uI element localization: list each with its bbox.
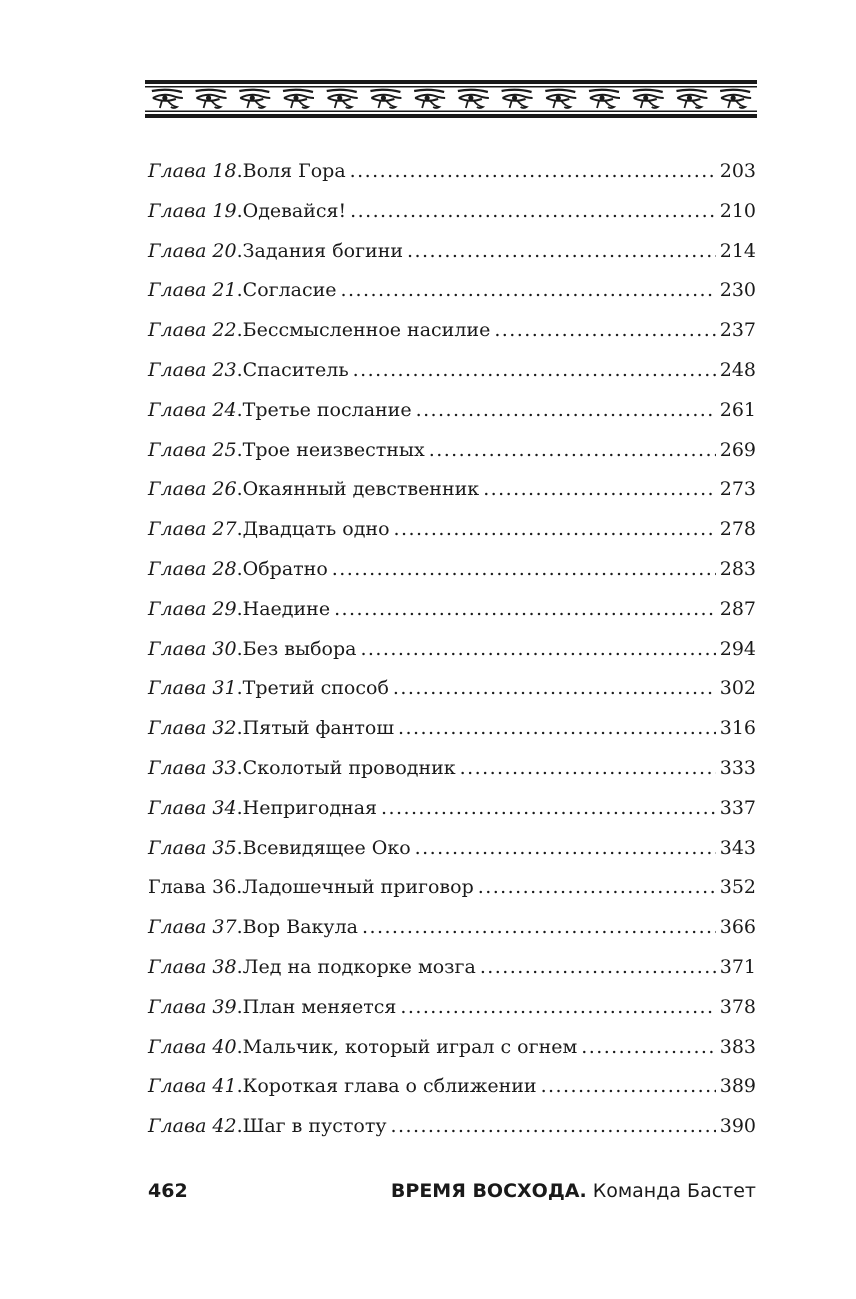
toc-leader-dots xyxy=(460,749,716,789)
toc-chapter-title: Короткая глава о сближении xyxy=(242,1075,537,1098)
toc-page-number: 389 xyxy=(719,1075,756,1098)
toc-entry xyxy=(148,868,756,908)
toc-entry xyxy=(148,510,756,550)
toc-leader-dots xyxy=(393,669,716,709)
toc-chapter-title: Шаг в пустоту xyxy=(242,1115,387,1138)
toc-separator: . xyxy=(236,199,243,222)
toc-page-number: 371 xyxy=(719,955,756,978)
toc-entry xyxy=(148,908,756,948)
toc-separator: . xyxy=(236,1115,243,1138)
toc-entry xyxy=(148,1107,756,1147)
toc-entry xyxy=(148,152,756,192)
toc-chapter-number: Глава 40 xyxy=(148,1035,237,1058)
toc-leader-dots xyxy=(341,271,716,311)
toc-separator: . xyxy=(236,1035,243,1058)
toc-separator: . xyxy=(236,239,243,262)
toc-chapter-number: Глава 29 xyxy=(148,597,237,620)
toc-entry xyxy=(148,470,756,510)
toc-chapter-number: Глава 32 xyxy=(148,717,237,740)
toc-leader-dots xyxy=(478,868,716,908)
toc-page-number: 352 xyxy=(719,876,756,899)
toc-chapter-number: Глава 42 xyxy=(148,1115,237,1138)
toc-page-number: 378 xyxy=(719,995,756,1018)
toc-page-number: 390 xyxy=(719,1115,756,1138)
toc-page-number: 366 xyxy=(719,916,756,939)
toc-separator: . xyxy=(236,398,243,421)
toc-leader-dots xyxy=(494,311,715,351)
running-title xyxy=(391,1180,756,1202)
toc-chapter-number: Глава 20 xyxy=(148,239,237,262)
eye-of-horus-icon xyxy=(545,90,576,108)
toc-entry xyxy=(148,232,756,272)
eye-of-horus-icon xyxy=(502,90,533,108)
toc-page-number: 383 xyxy=(719,1035,756,1058)
toc-separator: . xyxy=(236,279,243,302)
toc-page-number: 333 xyxy=(719,756,756,779)
toc-leader-dots xyxy=(360,630,715,670)
toc-page-number: 302 xyxy=(719,677,756,700)
toc-separator: . xyxy=(236,717,243,740)
toc-leader-dots xyxy=(362,908,716,948)
toc-chapter-number: Глава 23 xyxy=(148,358,237,381)
page-footer xyxy=(148,1180,756,1202)
toc-chapter-number: Глава 18 xyxy=(148,160,237,182)
toc-page-number: 273 xyxy=(719,478,756,501)
eye-of-horus-icon xyxy=(720,90,751,108)
eye-of-horus-icon xyxy=(676,90,707,108)
decorative-border xyxy=(145,80,757,118)
toc-separator: . xyxy=(236,1075,243,1098)
toc-leader-dots xyxy=(400,988,715,1028)
toc-page-number: 248 xyxy=(719,358,756,381)
toc-chapter-number: Глава 21 xyxy=(148,279,237,302)
toc-chapter-title: Пятый фантош xyxy=(242,717,395,740)
toc-chapter-number: Глава 22 xyxy=(148,319,237,342)
toc-chapter-title: Согласие xyxy=(242,279,337,302)
toc-leader-dots xyxy=(581,1028,715,1068)
toc-chapter-title: Обратно xyxy=(242,557,328,580)
toc-page-number: 294 xyxy=(719,637,756,660)
toc-chapter-title: Третье послание xyxy=(242,398,412,421)
eye-of-horus-icon xyxy=(458,90,489,108)
toc-entry xyxy=(148,311,756,351)
toc-separator: . xyxy=(236,597,243,620)
toc-chapter-number: Глава 33 xyxy=(148,756,237,779)
toc-separator: . xyxy=(236,438,243,461)
toc-chapter-title: Непригодная xyxy=(242,796,378,819)
toc-chapter-number: Глава 28 xyxy=(148,557,237,580)
toc-leader-dots xyxy=(394,510,716,550)
eye-of-horus-icon xyxy=(239,90,270,108)
toc-chapter-number: Глава 27 xyxy=(148,518,237,541)
eye-of-horus-icon xyxy=(633,90,664,108)
toc-leader-dots xyxy=(416,391,716,431)
toc-chapter-title: Двадцать одно xyxy=(242,518,390,541)
toc-entry xyxy=(148,709,756,749)
book-title: Команда Бастет xyxy=(592,1180,756,1202)
toc-chapter-title: Спаситель xyxy=(242,358,349,381)
toc-entry xyxy=(148,988,756,1028)
toc-chapter-number: Глава 35 xyxy=(148,836,237,859)
toc-entry xyxy=(148,431,756,471)
toc-chapter-title: План меняется xyxy=(242,995,397,1018)
toc-entry xyxy=(148,1067,756,1107)
toc-chapter-number: Глава 25 xyxy=(148,438,237,461)
toc-entry xyxy=(148,271,756,311)
toc-separator: . xyxy=(236,995,243,1018)
toc-chapter-number: Глава 30 xyxy=(148,637,237,660)
toc-chapter-title: Воля Гора xyxy=(242,160,346,182)
toc-chapter-number: Глава 38 xyxy=(148,955,237,978)
toc-chapter-number: Глава 36 xyxy=(148,876,237,899)
page-number: 462 xyxy=(148,1180,188,1202)
toc-separator: . xyxy=(236,557,243,580)
toc-page-number: 283 xyxy=(719,557,756,580)
toc-chapter-title: Бессмысленное насилие xyxy=(242,319,491,342)
toc-leader-dots xyxy=(381,789,716,829)
toc-leader-dots xyxy=(483,470,716,510)
toc-separator: . xyxy=(236,916,243,939)
toc-chapter-number: Глава 26 xyxy=(148,478,237,501)
eye-of-horus-icon xyxy=(414,90,445,108)
toc-leader-dots xyxy=(353,351,716,391)
toc-chapter-title: Сколотый проводник xyxy=(242,756,456,779)
toc-chapter-title: Наедине xyxy=(242,597,331,620)
toc-entry xyxy=(148,948,756,988)
toc-leader-dots xyxy=(415,829,716,869)
toc-separator: . xyxy=(236,677,243,700)
toc-page-number: 269 xyxy=(719,438,756,461)
toc-chapter-title: Всевидящее Око xyxy=(242,836,411,859)
toc-separator: . xyxy=(236,518,243,541)
toc-leader-dots xyxy=(480,948,716,988)
toc-page-number: 214 xyxy=(719,239,756,262)
toc-chapter-title: Мальчик, который играл с огнем xyxy=(242,1035,578,1058)
toc-chapter-number: Глава 19 xyxy=(148,199,237,222)
eye-of-horus-icon xyxy=(327,90,358,108)
toc-separator: . xyxy=(236,876,243,899)
toc-entry xyxy=(148,391,756,431)
toc-chapter-number: Глава 31 xyxy=(148,677,237,700)
toc-separator: . xyxy=(236,836,243,859)
toc-separator: . xyxy=(236,955,243,978)
toc-page-number: 203 xyxy=(719,160,756,182)
toc-chapter-title: Задания богини xyxy=(242,239,404,262)
toc-leader-dots xyxy=(350,152,716,192)
toc-page-number: 278 xyxy=(719,518,756,541)
toc-entry xyxy=(148,669,756,709)
toc-chapter-title: Трое неизвестных xyxy=(242,438,425,461)
toc-page-number: 210 xyxy=(719,199,756,222)
toc-page-number: 337 xyxy=(719,796,756,819)
toc-chapter-number: Глава 39 xyxy=(148,995,237,1018)
toc-entry xyxy=(148,789,756,829)
toc-chapter-title: Окаянный девственник xyxy=(242,478,480,501)
toc-separator: . xyxy=(236,478,243,501)
toc-leader-dots xyxy=(334,590,716,630)
toc-page-number: 287 xyxy=(719,597,756,620)
toc-separator: . xyxy=(236,319,243,342)
table-of-contents xyxy=(148,152,756,1147)
toc-chapter-title: Лед на подкорке мозга xyxy=(242,955,476,978)
toc-page-number: 261 xyxy=(719,398,756,421)
toc-leader-dots xyxy=(407,232,716,272)
toc-leader-dots xyxy=(350,192,716,232)
toc-leader-dots xyxy=(541,1067,716,1107)
toc-chapter-number: Глава 34 xyxy=(148,796,237,819)
toc-chapter-title: Вор Вакула xyxy=(242,916,359,939)
toc-entry xyxy=(148,351,756,391)
eye-of-horus-icon xyxy=(196,90,227,108)
toc-leader-dots xyxy=(429,431,716,471)
toc-leader-dots xyxy=(391,1107,716,1147)
toc-leader-dots xyxy=(332,550,716,590)
toc-page-number: 316 xyxy=(719,717,756,740)
toc-entry xyxy=(148,829,756,869)
toc-entry xyxy=(148,192,756,232)
eye-of-horus-icon xyxy=(152,90,183,108)
toc-entry xyxy=(148,630,756,670)
toc-chapter-title: Ладошечный приговор xyxy=(242,876,474,899)
toc-chapter-number: Глава 41 xyxy=(148,1075,237,1098)
series-title: ВРЕМЯ ВОСХОДА. xyxy=(390,1180,587,1202)
eye-of-horus-icon xyxy=(370,90,401,108)
toc-chapter-title: Третий способ xyxy=(242,677,389,700)
toc-page-number: 230 xyxy=(719,279,756,302)
toc-chapter-number: Глава 24 xyxy=(148,398,237,421)
toc-chapter-title: Без выбора xyxy=(242,637,357,660)
toc-entry xyxy=(148,749,756,789)
toc-entry xyxy=(148,1028,756,1068)
toc-separator: . xyxy=(236,756,243,779)
toc-separator: . xyxy=(236,160,243,182)
eye-of-horus-icon xyxy=(283,90,314,108)
toc-chapter-number: Глава 37 xyxy=(148,916,237,939)
toc-separator: . xyxy=(236,358,243,381)
toc-entry xyxy=(148,590,756,630)
toc-leader-dots xyxy=(398,709,716,749)
toc-entry xyxy=(148,550,756,590)
toc-page-number: 237 xyxy=(719,319,756,342)
toc-page-number: 343 xyxy=(719,836,756,859)
toc-chapter-title: Одевайся! xyxy=(242,199,347,222)
eye-of-horus-icon xyxy=(589,90,620,108)
toc-separator: . xyxy=(236,637,243,660)
border-ornament xyxy=(145,80,757,118)
toc-separator: . xyxy=(236,796,243,819)
